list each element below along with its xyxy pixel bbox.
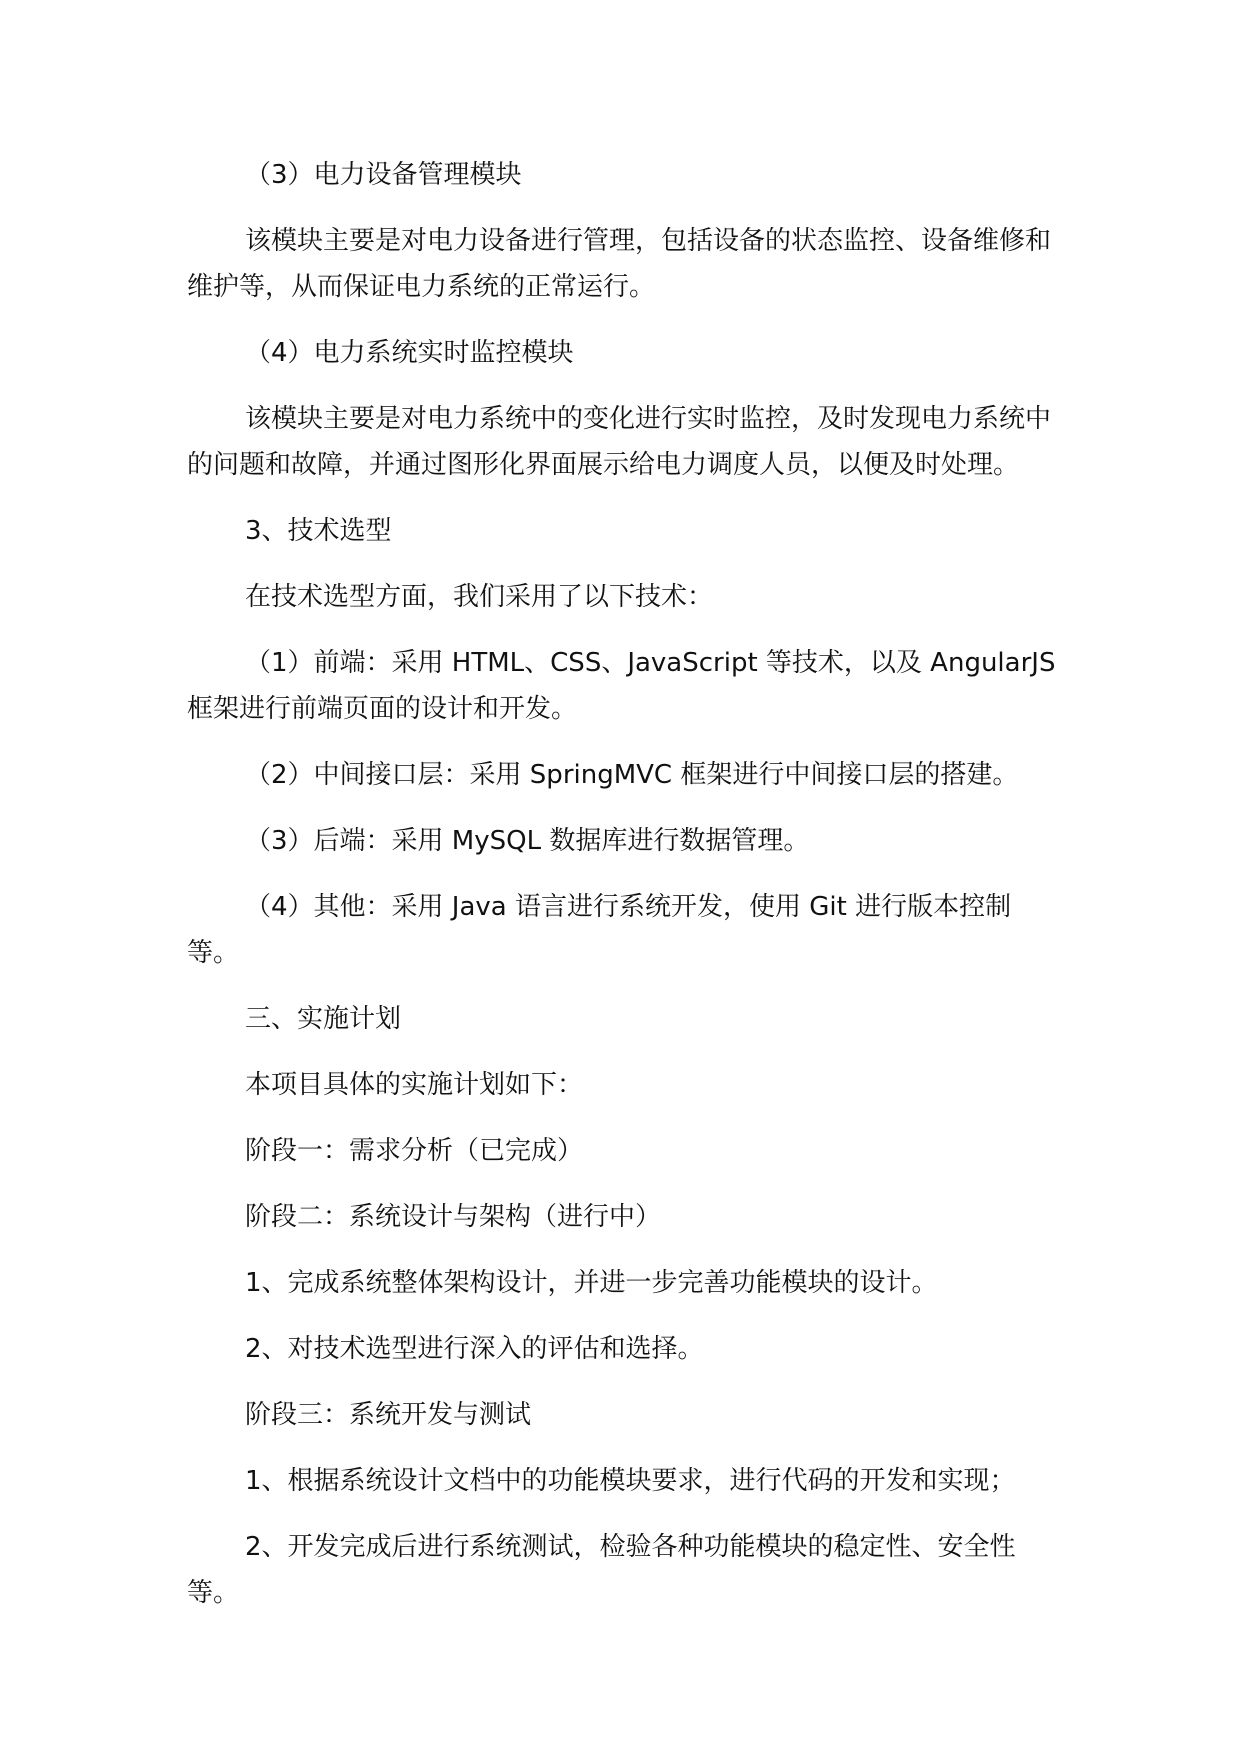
- paragraph-stage-two-item-2: 2、对技术选型进行深入的评估和选择。: [245, 1334, 704, 1364]
- paragraph-stage-two: 阶段二：系统设计与架构（进行中）: [245, 1202, 662, 1232]
- heading-realtime-monitor-module: （4）电力系统实时监控模块: [245, 338, 574, 368]
- heading-implementation-plan: 三、实施计划: [245, 1004, 402, 1034]
- paragraph-tech-intro: 在技术选型方面，我们采用了以下技术：: [245, 582, 714, 612]
- paragraph-equipment-description: 该模块主要是对电力设备进行管理，包括设备的状态监控、设备维修和维护等，从而保证电力系统的正常运行。: [187, 226, 1052, 302]
- paragraph-backend: （3）后端：采用 MySQL 数据库进行数据管理。: [245, 826, 810, 856]
- paragraph-stage-one: 阶段一：需求分析（已完成）: [245, 1136, 584, 1166]
- paragraph-other: （4）其他：采用 Java 语言进行系统开发，使用 Git 进行版本控制等。: [187, 892, 1012, 968]
- paragraph-middle-layer: （2）中间接口层：采用 SpringMVC 框架进行中间接口层的搭建。: [245, 760, 1019, 790]
- paragraph-stage-three-item-2: 2、开发完成后进行系统测试，检验各种功能模块的稳定性、安全性等。: [187, 1532, 1016, 1608]
- heading-tech-selection: 3、技术选型: [245, 516, 392, 546]
- document-body: [187, 152, 1063, 1636]
- paragraph-monitor-description: 该模块主要是对电力系统中的变化进行实时监控，及时发现电力系统中的问题和故障，并通过图形化界面展示给电力调度人员，以便及时处理。: [187, 404, 1052, 480]
- paragraph-stage-three: 阶段三：系统开发与测试: [245, 1400, 532, 1430]
- paragraph-plan-intro: 本项目具体的实施计划如下：: [245, 1070, 584, 1100]
- paragraph-stage-three-item-1: 1、根据系统设计文档中的功能模块要求，进行代码的开发和实现；: [245, 1466, 1016, 1496]
- paragraph-frontend: （1）前端：采用 HTML、CSS、JavaScript 等技术，以及 AngularJS 框架进行前端页面的设计和开发。: [187, 648, 1056, 724]
- paragraph-stage-two-item-1: 1、完成系统整体架构设计，并进一步完善功能模块的设计。: [245, 1268, 938, 1298]
- heading-power-equipment-module: （3）电力设备管理模块: [245, 160, 522, 190]
